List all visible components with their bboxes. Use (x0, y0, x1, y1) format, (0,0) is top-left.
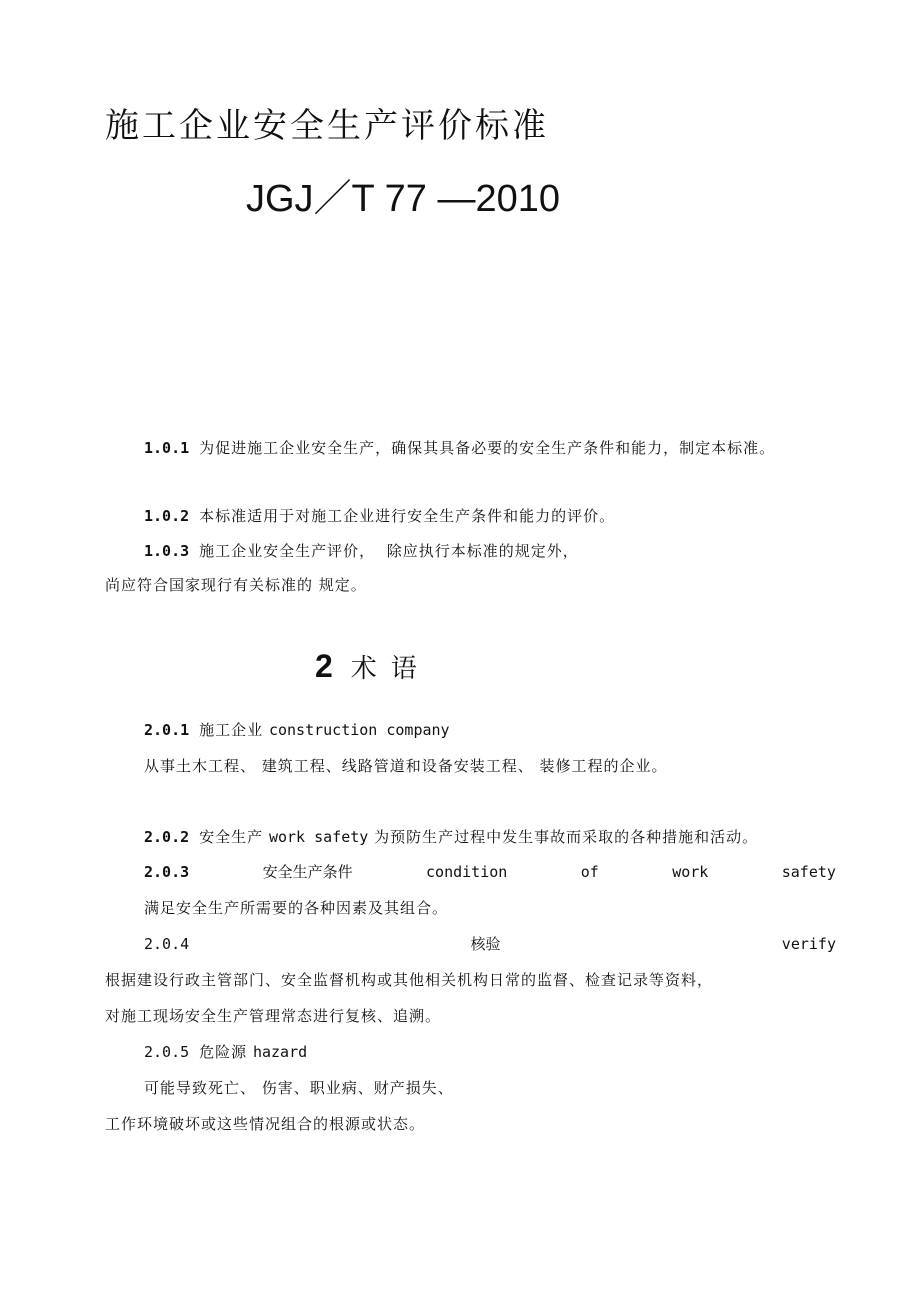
term-number: 2.0.4 (144, 935, 190, 953)
term-english: hazard (252, 1043, 308, 1061)
term-english-word: safety (781, 863, 836, 881)
clause-text: 本标准适用于对施工企业进行安全生产条件和能力的评价。 (199, 507, 616, 525)
term-2-0-3-definition: 满足安全生产所需要的各种因素及其组合。 (144, 899, 449, 917)
clause-1-0-2 (144, 505, 615, 527)
clause-number: 1.0.2 (144, 507, 190, 525)
term-chinese: 危险源 (199, 1043, 248, 1061)
clause-1-0-1 (144, 437, 775, 459)
term-chinese: 施工企业 (199, 721, 264, 739)
term-2-0-4-definition-line1: 根据建设行政主管部门、安全监督机构或其他相关机构日常的监督、检查记录等资料， (105, 971, 714, 989)
term-chinese: 核验 (470, 935, 501, 953)
term-chinese: 安全生产 (199, 828, 264, 846)
term-2-0-5-definition-line1: 可能导致死亡、 伤害、职业病、财产损失、 (144, 1079, 454, 1097)
term-2-0-5-definition-line2: 工作环境破坏或这些情况组合的根源或状态。 (105, 1115, 426, 1133)
section-heading (315, 646, 431, 689)
term-chinese: 安全生产条件 (262, 863, 353, 881)
document-title: 施工企业安全生产评价标准 (105, 106, 549, 146)
term-number: 2.0.5 (144, 1043, 190, 1061)
term-2-0-1-definition: 从事土木工程、 建筑工程、线路管道和设备安装工程、 装修工程的企业。 (144, 757, 668, 775)
clause-1-0-3 (144, 540, 579, 562)
term-english-word: work (672, 863, 709, 881)
term-english: work safety (268, 828, 369, 846)
term-2-0-4 (144, 933, 836, 955)
term-2-0-1 (144, 719, 450, 741)
term-number: 2.0.3 (144, 863, 190, 881)
section-title: 术语 (350, 654, 431, 684)
clause-text: 施工企业安全生产评价， 除应执行本标准的规定外， (199, 542, 579, 560)
term-english: verify (781, 935, 836, 953)
term-english-word: condition (426, 863, 508, 881)
term-number: 2.0.1 (144, 721, 190, 739)
clause-text: 为促进施工企业安全生产，确保其具备必要的安全生产条件和能力，制定本标准。 (199, 439, 776, 457)
term-number: 2.0.2 (144, 828, 190, 846)
term-english-word: of (580, 863, 599, 881)
section-number: 2 (315, 648, 333, 684)
standard-code: JGJ／T 77 —2010 (246, 178, 561, 220)
clause-number: 1.0.1 (144, 439, 190, 457)
term-english: construction company (268, 721, 450, 739)
term-2-0-2 (144, 826, 758, 848)
clause-number: 1.0.3 (144, 542, 190, 560)
term-2-0-5 (144, 1041, 307, 1063)
term-2-0-4-definition-line2: 对施工现场安全生产管理常态进行复核、追溯。 (105, 1007, 442, 1025)
clause-1-0-3-continuation: 尚应符合国家现行有关标准的 规定。 (105, 576, 367, 594)
term-definition: 为预防生产过程中发生事故而采取的各种措施和活动。 (374, 828, 759, 846)
term-2-0-3 (144, 861, 836, 883)
